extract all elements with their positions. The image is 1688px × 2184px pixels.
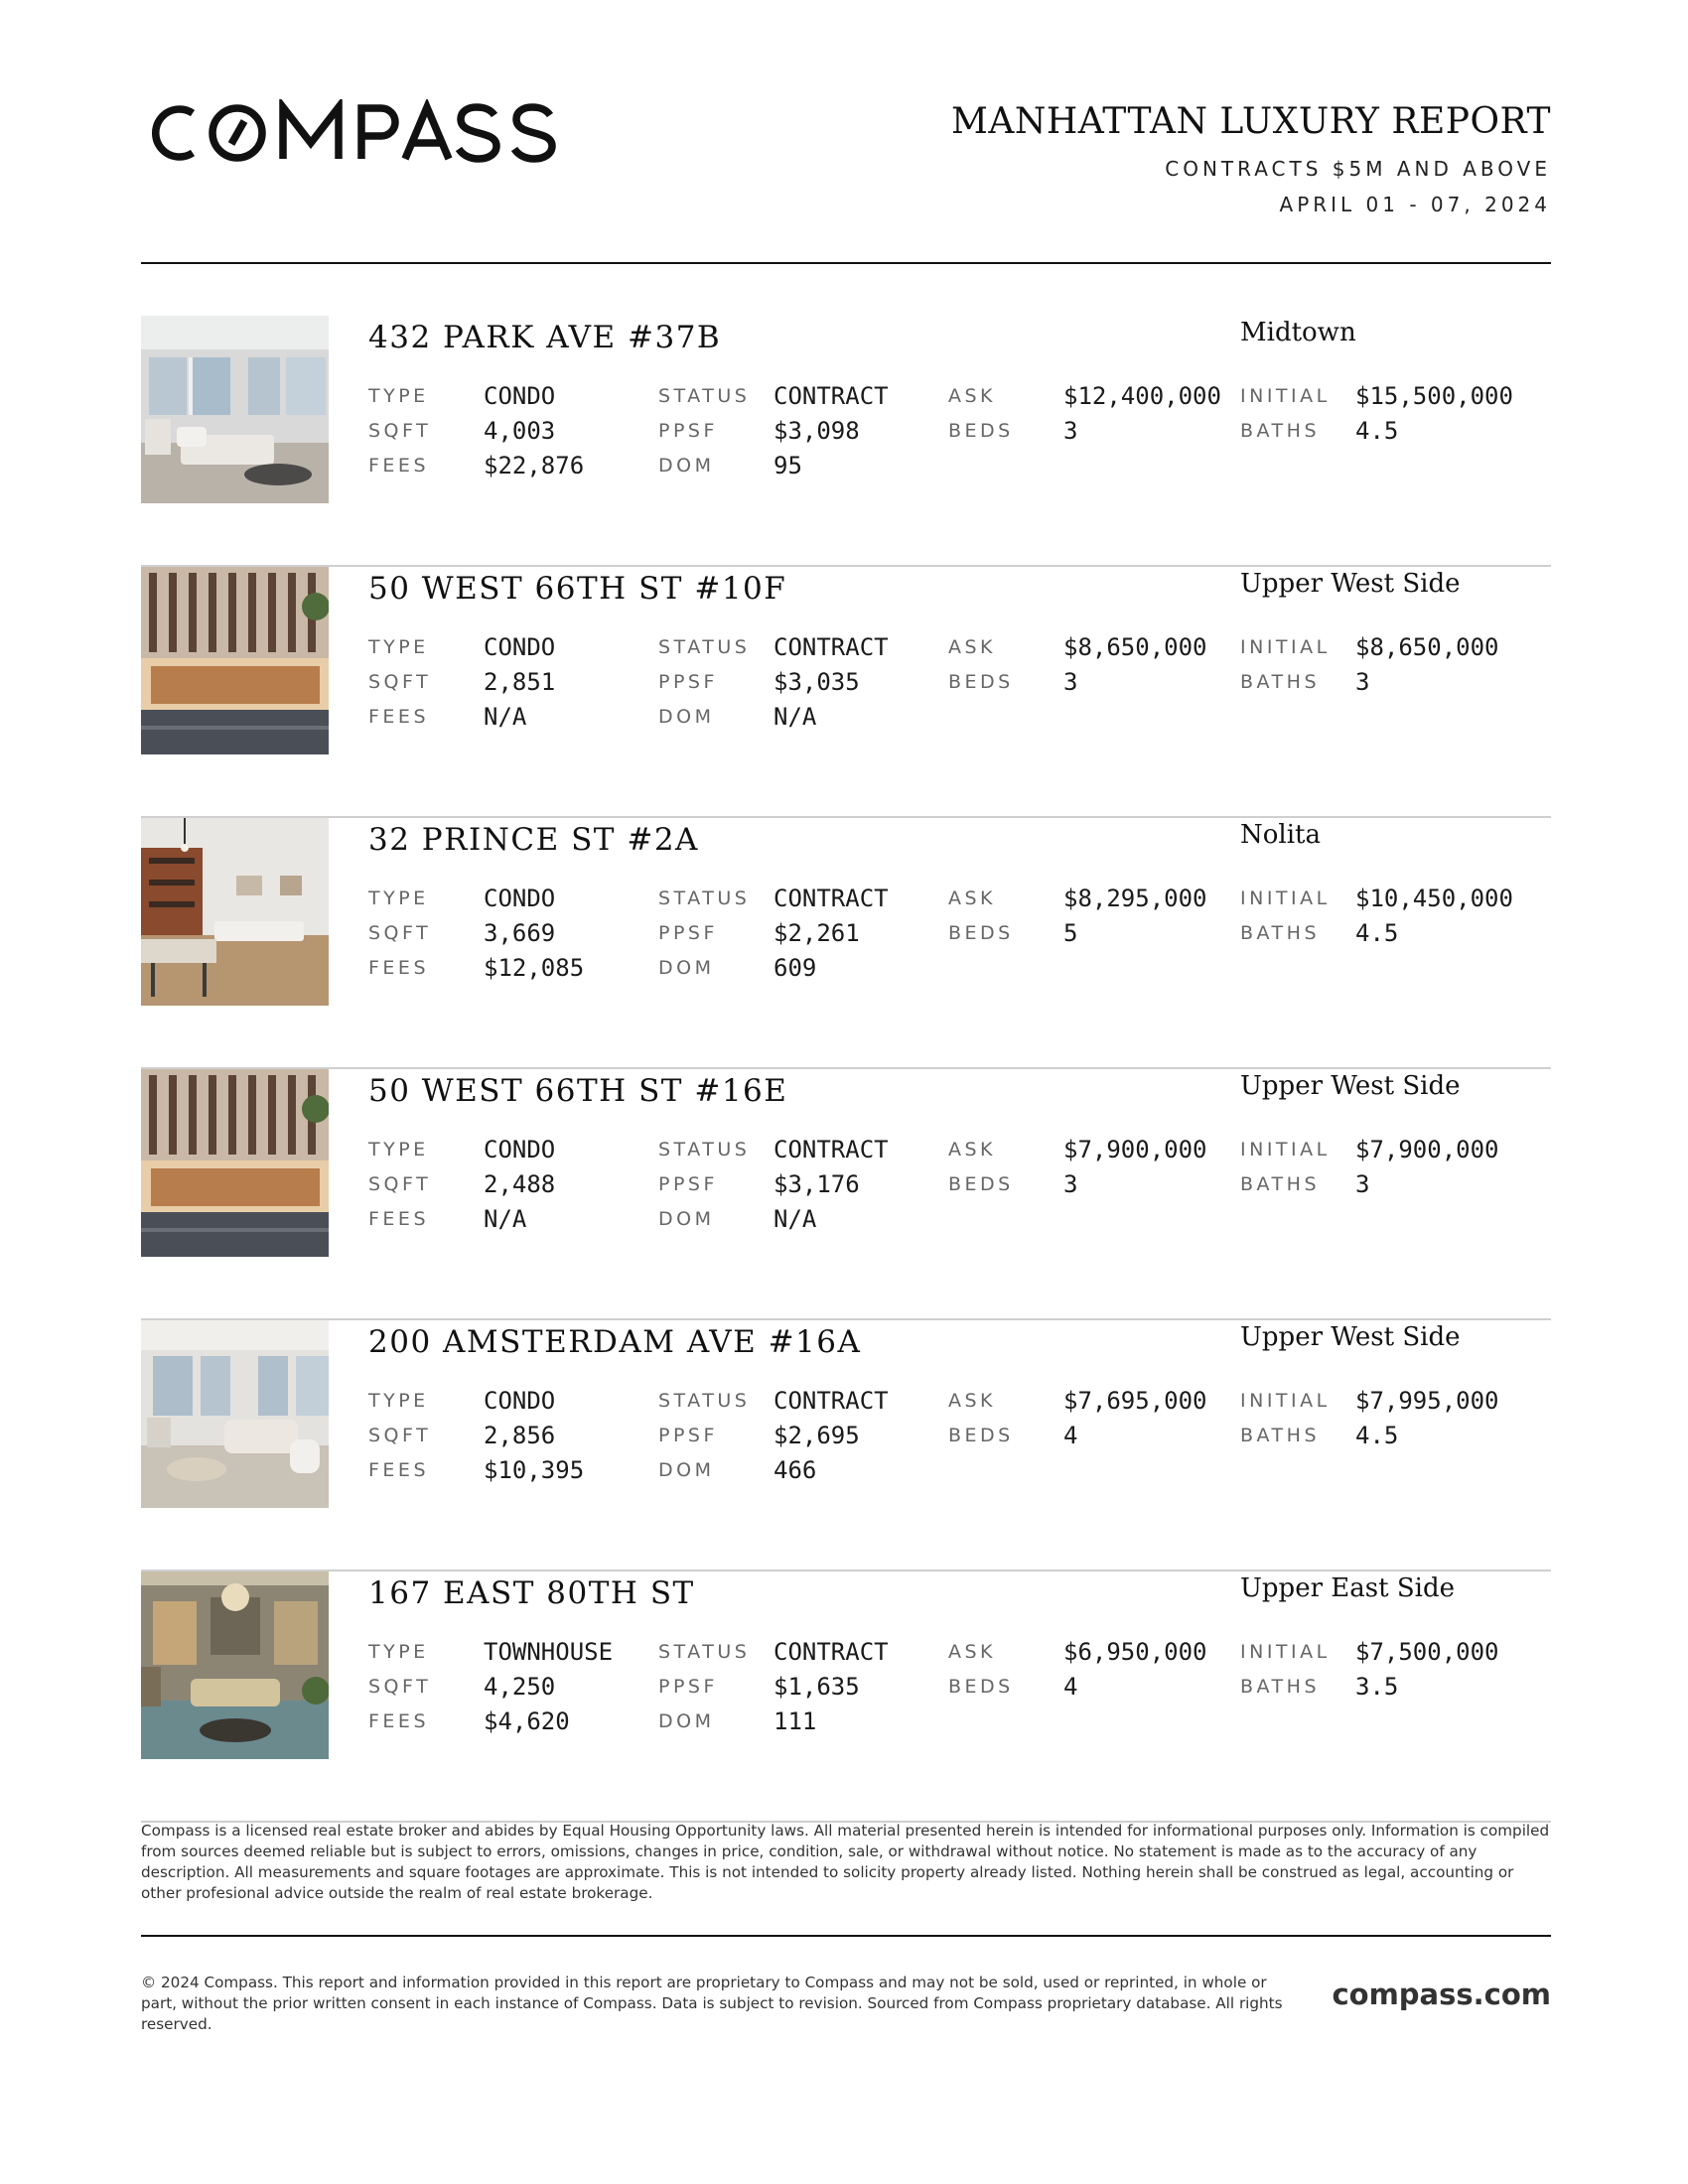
baths-label: BATHS (1240, 922, 1321, 944)
initial-value: $15,500,000 (1355, 382, 1513, 410)
ask-label: ASK (948, 636, 997, 658)
type-label: TYPE (368, 385, 429, 407)
ask-value: $7,695,000 (1063, 1387, 1207, 1415)
initial-value: $8,650,000 (1355, 633, 1499, 661)
sqft-label: SQFT (368, 420, 432, 442)
sqft-value: 4,250 (484, 1673, 556, 1701)
status-value: CONTRACT (774, 1136, 889, 1163)
report-subtitle: CONTRACTS $5M AND ABOVE (1165, 157, 1551, 181)
type-label: TYPE (368, 636, 429, 658)
listing-address: 50 WEST 66TH ST #16E (368, 1073, 788, 1109)
ppsf-value: $3,098 (774, 417, 860, 445)
ask-label: ASK (948, 887, 997, 909)
status-label: STATUS (658, 1641, 751, 1663)
fees-value: $10,395 (484, 1456, 585, 1484)
beds-value: 3 (1063, 1170, 1078, 1198)
fees-label: FEES (368, 706, 429, 728)
type-label: TYPE (368, 887, 429, 909)
ask-label: ASK (948, 1390, 997, 1412)
listing-card (141, 1069, 1551, 1320)
type-value: CONDO (484, 382, 556, 410)
sqft-label: SQFT (368, 1425, 432, 1446)
listing-neighborhood: Upper East Side (1240, 1573, 1455, 1603)
fees-label: FEES (368, 1710, 429, 1732)
beds-value: 3 (1063, 668, 1078, 696)
ppsf-value: $2,261 (774, 919, 860, 947)
sqft-value: 4,003 (484, 417, 556, 445)
fees-value: N/A (484, 703, 527, 731)
building-facade-photo (141, 1069, 329, 1257)
initial-label: INITIAL (1240, 1139, 1331, 1160)
status-label: STATUS (658, 887, 751, 909)
beds-value: 3 (1063, 417, 1078, 445)
ppsf-value: $1,635 (774, 1673, 860, 1701)
sqft-value: 2,488 (484, 1170, 556, 1198)
baths-label: BATHS (1240, 1173, 1321, 1195)
type-value: CONDO (484, 1387, 556, 1415)
report-header (141, 99, 1551, 266)
listing-neighborhood: Upper West Side (1240, 1322, 1461, 1352)
status-label: STATUS (658, 636, 751, 658)
ppsf-label: PPSF (658, 1676, 718, 1698)
dom-label: DOM (658, 1710, 715, 1732)
listing-card (141, 316, 1551, 567)
type-label: TYPE (368, 1390, 429, 1412)
status-label: STATUS (658, 385, 751, 407)
beds-label: BEDS (948, 1425, 1014, 1446)
dom-label: DOM (658, 1459, 715, 1481)
listing-address: 50 WEST 66TH ST #10F (368, 571, 787, 607)
fees-label: FEES (368, 957, 429, 979)
fees-value: $12,085 (484, 954, 585, 982)
sqft-value: 3,669 (484, 919, 556, 947)
initial-value: $7,995,000 (1355, 1387, 1499, 1415)
legal-disclaimer: Compass is a licensed real estate broker and abides by Equal Housing Opportunity laws. All material presented herein is intended for informational purposes only. Information is compiled from sources deemed reliable but is subject to errors, omissions, changes in price, condition, sale, or withdrawal without notice. No statement is made as to the accuracy of any description. All measurements and square footages are approximate. This is not intended to solicity property already listed. Nothing herein shall be construed as legal, accounting or other profesional advice outside the realm of real estate brokerage. (141, 1822, 1550, 1902)
baths-label: BATHS (1240, 420, 1321, 442)
ppsf-value: $2,695 (774, 1422, 860, 1449)
dom-label: DOM (658, 455, 715, 477)
fees-value: $22,876 (484, 452, 585, 479)
listing-address: 32 PRINCE ST #2A (368, 822, 699, 858)
sqft-label: SQFT (368, 922, 432, 944)
ppsf-value: $3,176 (774, 1170, 860, 1198)
fees-label: FEES (368, 1208, 429, 1230)
status-value: CONTRACT (774, 1638, 889, 1666)
beds-value: 5 (1063, 919, 1078, 947)
sqft-value: 2,856 (484, 1422, 556, 1449)
baths-value: 4.5 (1355, 417, 1399, 445)
status-value: CONTRACT (774, 1387, 889, 1415)
status-value: CONTRACT (774, 382, 889, 410)
sqft-label: SQFT (368, 1173, 432, 1195)
fees-value: $4,620 (484, 1707, 570, 1735)
listing-address: 200 AMSTERDAM AVE #16A (368, 1324, 862, 1360)
status-value: CONTRACT (774, 633, 889, 661)
baths-value: 4.5 (1355, 919, 1399, 947)
status-label: STATUS (658, 1390, 751, 1412)
initial-label: INITIAL (1240, 1390, 1331, 1412)
listing-address: 432 PARK AVE #37B (368, 320, 722, 355)
dom-value: 609 (774, 954, 817, 982)
beds-label: BEDS (948, 420, 1014, 442)
sqft-value: 2,851 (484, 668, 556, 696)
initial-value: $7,500,000 (1355, 1638, 1499, 1666)
fees-value: N/A (484, 1205, 527, 1233)
dom-value: N/A (774, 703, 817, 731)
ask-label: ASK (948, 1641, 997, 1663)
compass-logo (141, 99, 566, 167)
dom-value: 466 (774, 1456, 817, 1484)
ppsf-label: PPSF (658, 671, 718, 693)
initial-label: INITIAL (1240, 385, 1331, 407)
status-label: STATUS (658, 1139, 751, 1160)
townhouse-parlor-photo (141, 1571, 329, 1759)
initial-value: $10,450,000 (1355, 885, 1513, 912)
fees-label: FEES (368, 455, 429, 477)
ppsf-value: $3,035 (774, 668, 860, 696)
loft-interior-photo (141, 818, 329, 1006)
baths-label: BATHS (1240, 1676, 1321, 1698)
ask-label: ASK (948, 385, 997, 407)
dom-value: 95 (774, 452, 802, 479)
listing-card (141, 818, 1551, 1069)
listing-neighborhood: Nolita (1240, 820, 1321, 850)
sqft-label: SQFT (368, 671, 432, 693)
baths-value: 4.5 (1355, 1422, 1399, 1449)
type-label: TYPE (368, 1139, 429, 1160)
ask-label: ASK (948, 1139, 997, 1160)
baths-value: 3 (1355, 1170, 1370, 1198)
baths-label: BATHS (1240, 1425, 1321, 1446)
ask-value: $8,295,000 (1063, 885, 1207, 912)
listing-neighborhood: Upper West Side (1240, 569, 1461, 599)
baths-label: BATHS (1240, 671, 1321, 693)
ppsf-label: PPSF (658, 1173, 718, 1195)
ask-value: $7,900,000 (1063, 1136, 1207, 1163)
dom-value: N/A (774, 1205, 817, 1233)
dom-label: DOM (658, 957, 715, 979)
baths-value: 3 (1355, 668, 1370, 696)
ask-value: $6,950,000 (1063, 1638, 1207, 1666)
header-divider (141, 262, 1551, 264)
beds-label: BEDS (948, 1173, 1014, 1195)
copyright-notice: © 2024 Compass. This report and information provided in this report are proprietary to Compass and may not be sold, used or reprinted, in whole or part, without the prior written consent in each instance of Compass. Data is subject to revision. Sourced from Compass proprietary database. All rights reserved. (141, 1974, 1283, 2033)
listing-address: 167 EAST 80TH ST (368, 1575, 695, 1611)
footer-divider (141, 1935, 1551, 1937)
listing-neighborhood: Midtown (1240, 318, 1356, 347)
beds-label: BEDS (948, 1676, 1014, 1698)
dom-value: 111 (774, 1707, 817, 1735)
building-facade-photo (141, 567, 329, 754)
ppsf-label: PPSF (658, 420, 718, 442)
listing-neighborhood: Upper West Side (1240, 1071, 1461, 1101)
beds-label: BEDS (948, 671, 1014, 693)
ppsf-label: PPSF (658, 1425, 718, 1446)
ppsf-label: PPSF (658, 922, 718, 944)
apartment-living-room-photo (141, 316, 329, 503)
initial-label: INITIAL (1240, 887, 1331, 909)
type-value: TOWNHOUSE (484, 1638, 614, 1666)
type-value: CONDO (484, 633, 556, 661)
beds-label: BEDS (948, 922, 1014, 944)
ask-value: $12,400,000 (1063, 382, 1221, 410)
type-value: CONDO (484, 1136, 556, 1163)
ask-value: $8,650,000 (1063, 633, 1207, 661)
listing-card (141, 1320, 1551, 1571)
apartment-living-room-photo (141, 1320, 329, 1508)
website-link[interactable]: compass.com (1332, 1978, 1551, 2011)
report-title: MANHATTAN LUXURY REPORT (950, 101, 1551, 142)
fees-label: FEES (368, 1459, 429, 1481)
type-label: TYPE (368, 1641, 429, 1663)
initial-label: INITIAL (1240, 1641, 1331, 1663)
dom-label: DOM (658, 706, 715, 728)
dom-label: DOM (658, 1208, 715, 1230)
baths-value: 3.5 (1355, 1673, 1399, 1701)
listing-card (141, 1571, 1551, 1823)
status-value: CONTRACT (774, 885, 889, 912)
listing-card (141, 567, 1551, 818)
initial-value: $7,900,000 (1355, 1136, 1499, 1163)
beds-value: 4 (1063, 1422, 1078, 1449)
sqft-label: SQFT (368, 1676, 432, 1698)
beds-value: 4 (1063, 1673, 1078, 1701)
initial-label: INITIAL (1240, 636, 1331, 658)
type-value: CONDO (484, 885, 556, 912)
report-date-range: APRIL 01 - 07, 2024 (1279, 193, 1551, 216)
